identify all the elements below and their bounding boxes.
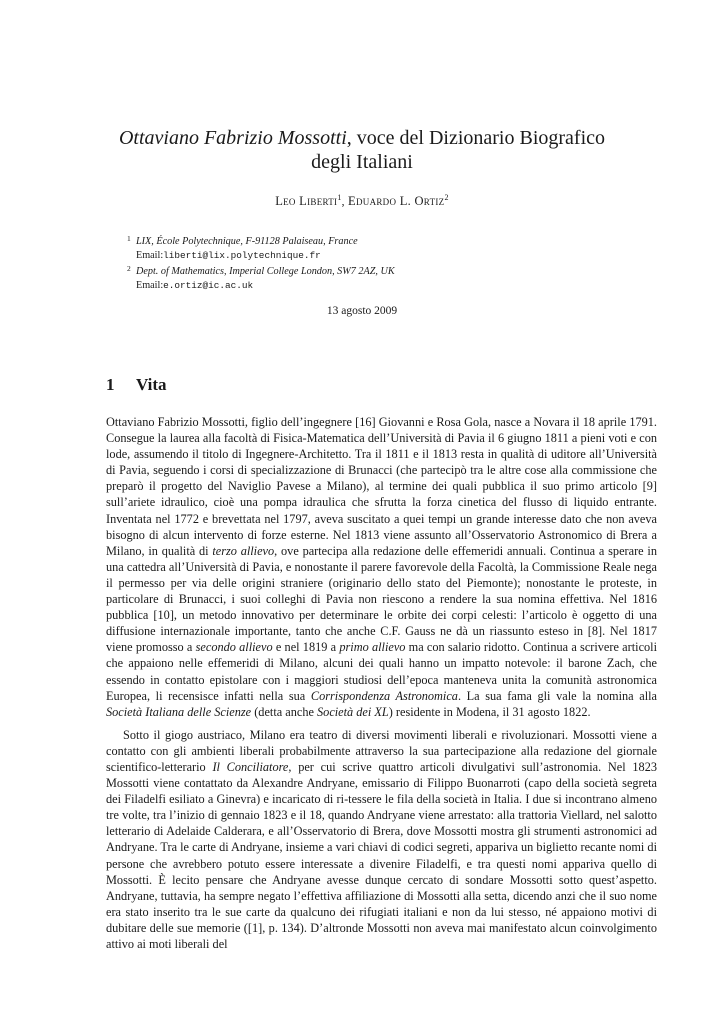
author-1-sup: 1 (337, 193, 342, 202)
author-1: Leo Liberti (275, 193, 338, 208)
section-title: Vita (136, 375, 167, 394)
paper-title (90, 126, 634, 174)
paragraph-1 (106, 414, 657, 720)
text-run: (detta anche (251, 704, 318, 719)
affiliation-1-email-label: Email: (136, 250, 164, 261)
italic-run: primo allievo (339, 640, 406, 655)
text-run: , per cui scrive quattro articoli divulgativi sull’astronomia. Nel 1823 Mossotti viene contattato da Alexandre Andryane, emissario di Filippo Buonarroti (capo della società segreta dei Filadelfi esiliato a Ginevra) e incaricato di ri-tessere le fila della società in Italia. I due si incontrano almeno tre volte, tra l’inizio di gennaio 1823 e il 18, quando Andryane viene arrestato: alla trattoria Viellard, nel salotto letterario di Adelaide Calderara, e all’Osservatorio di Brera, dove Mossotti mostra gli strumenti astronomici ad Andryane. Tra le carte di Andryane, insieme a vari chiavi di codici segreti, appariva un biglietto recante nomi di persone che avrebbero potuto essere interessate a divenire Filadelfi, e tra questi nomi appariva quello di Mossotti. È lecito pensare che Andryane avesse dunque cercato di sondare Mossotti sotto quest’aspetto. Andryane, tuttavia, ha sempre negato l’effettiva affiliazione di Mossotti alla setta, dicendo anzi che il suo nome era stato inserito tra le sue carte da qualcuno dei rifugiati italiani e non da lui stesso, né appaiono motivi di dubitare delle sue memorie ([1], p. 134). D’altronde Mossotti non aveva mai manifestato alcun coinvolgimento attivo ai moti liberali del (106, 759, 658, 951)
title-rest: , voce del Dizionario Biografico (346, 127, 606, 149)
text-run: e nel 1819 a (272, 640, 340, 655)
author-list (90, 193, 634, 209)
italic-run: Società dei XL (317, 704, 389, 719)
body-text (106, 414, 657, 952)
italic-run: Il Conciliatore (212, 759, 289, 774)
author-2: Eduardo L. Ortiz (348, 193, 445, 208)
text-run: ) residente in Modena, il 31 agosto 1822. (388, 704, 591, 719)
paragraph-2 (106, 727, 657, 952)
affiliation-1 (127, 234, 616, 263)
affiliation-2-email[interactable]: e.ortiz@ic.ac.uk (163, 280, 254, 291)
affiliation-2-email-label: Email: (136, 280, 164, 291)
section-number: 1 (106, 375, 115, 394)
italic-run: terzo allievo (212, 543, 275, 558)
author-2-sup: 2 (444, 193, 449, 202)
section-heading (106, 375, 167, 395)
text-run: ma con salario ridotto. Continua a scrivere articoli che appaiono nelle effemeridi di Milano, alcuni dei quali hanno un impatto notevole: il barone Zach, che essendo in contatto epistolare con i maggiori studiosi dell’epoca manteneva unita la comunità astronomica Europea, li recensisce infatti nella sua (106, 640, 658, 703)
paper-date: 13 agosto 2009 (326, 305, 398, 317)
title-line2: degli Italiani (311, 151, 413, 173)
text-run: Ottaviano Fabrizio Mossotti, figlio dell’ingegnere [16] Giovanni e Rosa Gola, nasce a Novara il 18 aprile 1791. Consegue la laurea alla facoltà di Fisica-Matematica dell’Università di Pavia il 6 giugno 1811 a pieni voti e con lode, assumendo il titolo di Ingegnere-Architetto. Tra il 1811 e il 1813 resta in qualità di uditore all’Università di Pavia, seguendo i corsi di specializzazione di Brunacci (che partecipò tra le altre cose alla commissione che preparò il progetto del Naviglio Pavese a Milano), al termine dei quali pubblica il suo primo articolo [9] sull’ariete idraulico, cioè una pompa idraulica che sfrutta la forza cinetica del flusso di liquido entrante. Inventata nel 1772 e brevettata nel 1797, aveva suscitato a quei tempi un grande interesse dato che non aveva bisogno di alcun intervento di forze esterne. Nel 1813 viene assunto all’Osservatorio Astronomico di Brera a Milano, in qualità di (106, 415, 657, 558)
affiliation-2 (127, 264, 616, 293)
text-run: . La sua fama gli vale la nomina alla (457, 688, 657, 703)
italic-run: Società Italiana delle Scienze (106, 704, 252, 719)
text-run: Sotto il giogo austriaco, Milano era teatro di diversi movimenti liberali e rivoluzionari. Mossotti viene a contatto con gli ambienti liberali probabilmente attraverso la sua partecipazione alla redazione del giornale scientifico-letterario (106, 727, 657, 774)
title-subject: Ottaviano Fabrizio Mossotti (118, 127, 347, 149)
affiliation-2-number: 2 (127, 264, 131, 273)
text-run: , ove partecipa alla redazione delle effemeridi annuali. Continua a sperare in una cattedra all’Università di Pavia, e nonostante il parere favorevole della Facoltà, la Commissione Reale nega il permesso per via delle origini straniere (originario dello stato del Piemonte); nonostante le proteste, in particolare di Brunacci, i suoi colleghi di Pavia non riescono a rendere la sua nomina effettiva. Nel 1816 pubblica [10], un metodo innovativo per determinare le orbite dei corpi celesti: l’articolo è oggetto di una diffusione internazionale importante, tanto che anche C.F. Gauss ne dà un riassunto esteso in [8]. Nel 1817 viene promosso a (106, 543, 657, 655)
affiliation-2-institution: Dept. of Mathematics, Imperial College London, SW7 2AZ, UK (136, 266, 395, 277)
affiliation-1-email[interactable]: liberti@lix.polytechnique.fr (163, 250, 321, 261)
affiliation-1-email-line (136, 249, 616, 263)
author-separator: , (341, 195, 349, 208)
italic-run: secondo allievo (195, 640, 273, 655)
affiliation-1-institution: LIX, École Polytechnique, F-91128 Palaiseau, France (136, 236, 358, 247)
affiliation-2-email-line (136, 279, 616, 293)
affiliation-1-number: 1 (127, 234, 131, 243)
italic-run: Corrispondenza Astronomica (310, 688, 458, 703)
